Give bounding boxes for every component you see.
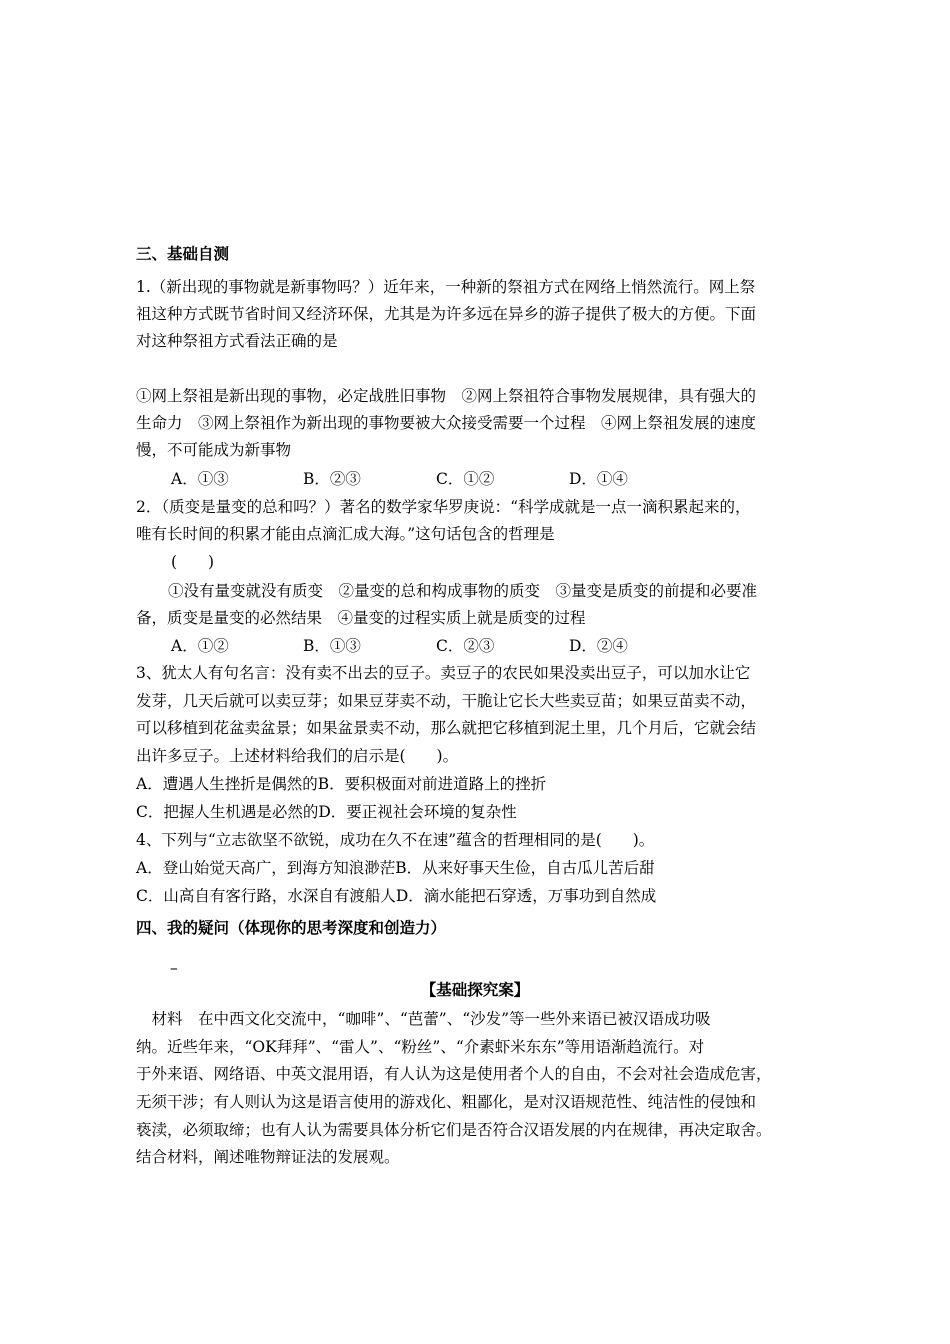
explore-line: 于外来语、网络语、中英文混用语，有人认为这是使用者个人的自由，不会对社会造成危害， bbox=[136, 1065, 772, 1083]
explore-line: 无须干涉；有人则认为这是语言使用的游戏化、粗鄙化，是对汉语规范性、纯洁性的侵蚀和 bbox=[136, 1093, 757, 1111]
q2-statement: ①没有量变就没有质变 ②量变的总和构成事物的质变 ③量变是质变的前提和必要准 bbox=[168, 582, 758, 600]
explore-line: 材料 在中西文化交流中，“咖啡”、“芭蕾”、“沙发”等一些外来语已被汉语成功吸 bbox=[136, 1010, 711, 1028]
q1-line: 1.（新出现的事物就是新事物吗？）近年来，一种新的祭祖方式在网络上悄然流行。网上祭 bbox=[136, 278, 756, 296]
q1-option-b: B．②③ bbox=[303, 470, 361, 488]
q1-line: 祖这种方式既节省时间又经济环保，尤其是为许多远在异乡的游子提供了极大的方便。下面 bbox=[136, 305, 757, 323]
q3-line: 出许多豆子。上述材料给我们的启示是( )。 bbox=[136, 747, 459, 765]
section4-heading: 四、我的疑问（体现你的思考深度和创造力） bbox=[136, 918, 447, 937]
q2-option-c: C．②③ bbox=[436, 637, 495, 655]
q2-line: 唯有长时间的积累才能由点滴汇成大海。”这句话包含的哲理是 bbox=[136, 525, 555, 543]
q2-option-b: B．①③ bbox=[303, 637, 361, 655]
q3-line: 发芽，几天后就可以卖豆芽；如果豆芽卖不动，干脆让它长大些卖豆苗；如果豆苗卖不动， bbox=[136, 692, 757, 710]
q3-line: 可以移植到花盆卖盆景；如果盆景卖不动，那么就把它移植到泥土里，几个月后，它就会结 bbox=[136, 719, 757, 737]
q2-option-a: A．①② bbox=[171, 637, 229, 655]
q1-line: 对这种祭祖方式看法正确的是 bbox=[136, 332, 338, 350]
q3-option: A．遭遇人生挫折是偶然的B．要积极面对前进道路上的挫折 bbox=[136, 775, 547, 793]
q1-option-a: A．①③ bbox=[171, 470, 229, 488]
section4-dash: – bbox=[170, 959, 178, 977]
q1-statement: 生命力 ③网上祭祖作为新出现的事物要被大众接受需要一个过程 ④网上祭祖发展的速度 bbox=[136, 414, 757, 432]
q2-answer-bracket: ( ) bbox=[171, 553, 215, 571]
explore-title: 【基础探究案】 bbox=[420, 980, 530, 999]
explore-line: 纳。近些年来，“OK拜拜”、“雷人”、“粉丝”、“介素虾米东东”等用语渐趋流行。对 bbox=[136, 1038, 705, 1056]
explore-line: 结合材料，阐述唯物辩证法的发展观。 bbox=[136, 1148, 400, 1166]
q4-option: C．山高自有客行路，水深自有渡船人D．滴水能把石穿透，万事功到自然成 bbox=[136, 887, 657, 905]
q4-option: A．登山始觉天高广，到海方知浪渺茫B．从来好事天生俭，自古瓜儿苦后甜 bbox=[136, 859, 655, 877]
q1-statement: 慢，不可能成为新事物 bbox=[136, 441, 292, 459]
q1-option-c: C．①② bbox=[436, 470, 495, 488]
explore-line: 亵渎，必须取缔；也有人认为需要具体分析它们是否符合汉语发展的内在规律，再决定取舍。 bbox=[136, 1121, 772, 1139]
q3-option: C．把握人生机遇是必然的D．要正视社会环境的复杂性 bbox=[136, 803, 517, 821]
q2-statement: 备，质变是量变的必然结果 ④量变的过程实质上就是质变的过程 bbox=[136, 609, 586, 627]
q3-line: 3、犹太人有句名言：没有卖不出去的豆子。卖豆子的农民如果没卖出豆子，可以加水让它 bbox=[136, 664, 751, 682]
q1-option-d: D．①④ bbox=[569, 470, 628, 488]
q2-option-d: D．②④ bbox=[569, 637, 628, 655]
section3-heading: 三、基础自测 bbox=[136, 244, 230, 263]
q1-statement: ①网上祭祖是新出现的事物，必定战胜旧事物 ②网上祭祖符合事物发展规律，具有强大的 bbox=[136, 387, 757, 405]
q2-line: 2．（质变是量变的总和吗？）著名的数学家华罗庚说：“科学成就是一点一滴积累起来的， bbox=[136, 498, 751, 516]
q4-line: 4、下列与“立志欲坚不欲锐，成功在久不在速”蕴含的哲理相同的是( )。 bbox=[136, 831, 655, 849]
